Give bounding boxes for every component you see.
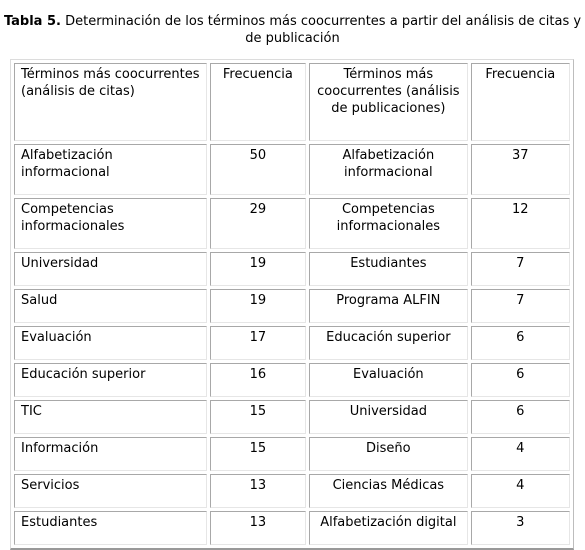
frequency-table-container bbox=[10, 59, 574, 550]
term-publications-cell: Educación superior bbox=[309, 326, 468, 360]
table-row bbox=[14, 198, 570, 249]
term-citations-cell: Universidad bbox=[14, 252, 207, 286]
frequency-publications-cell: 6 bbox=[471, 326, 570, 360]
term-publications-cell: Programa ALFIN bbox=[309, 289, 468, 323]
term-publications-cell: Estudiantes bbox=[309, 252, 468, 286]
term-citations-cell: Evaluación bbox=[14, 326, 207, 360]
term-publications-cell: Ciencias Médicas bbox=[309, 474, 468, 508]
table-header-row bbox=[14, 63, 570, 141]
frequency-citations-cell: 19 bbox=[210, 252, 306, 286]
frequency-citations-cell: 17 bbox=[210, 326, 306, 360]
frequency-citations-cell: 16 bbox=[210, 363, 306, 397]
term-citations-cell: Estudiantes bbox=[14, 511, 207, 545]
term-citations-cell: Competencias informacionales bbox=[14, 198, 207, 249]
table-row bbox=[14, 289, 570, 323]
term-publications-cell: Evaluación bbox=[309, 363, 468, 397]
term-publications-cell: Alfabetización digital bbox=[309, 511, 468, 545]
table-row bbox=[14, 474, 570, 508]
header-terms-publications: Términos más coocurrentes (análisis de publicaciones) bbox=[309, 63, 468, 141]
table-row bbox=[14, 363, 570, 397]
frequency-citations-cell: 15 bbox=[210, 400, 306, 434]
table-row bbox=[14, 252, 570, 286]
frequency-citations-cell: 19 bbox=[210, 289, 306, 323]
table-row bbox=[14, 437, 570, 471]
frequency-publications-cell: 7 bbox=[471, 289, 570, 323]
table-row bbox=[14, 144, 570, 195]
frequency-publications-cell: 12 bbox=[471, 198, 570, 249]
term-citations-cell: Educación superior bbox=[14, 363, 207, 397]
table-row bbox=[14, 326, 570, 360]
frequency-citations-cell: 50 bbox=[210, 144, 306, 195]
frequency-publications-cell: 7 bbox=[471, 252, 570, 286]
term-citations-cell: Servicios bbox=[14, 474, 207, 508]
term-publications-cell: Alfabetización informacional bbox=[309, 144, 468, 195]
term-citations-cell: Información bbox=[14, 437, 207, 471]
header-frequency-citations: Frecuencia bbox=[210, 63, 306, 141]
table-row bbox=[14, 511, 570, 545]
table-caption bbox=[0, 13, 585, 47]
frequency-citations-cell: 15 bbox=[210, 437, 306, 471]
table-caption-number: Tabla 5. bbox=[3, 14, 61, 29]
frequency-publications-cell: 4 bbox=[471, 437, 570, 471]
table-caption-text: Determinación de los términos más coocurrentes a partir del análisis de citas y de publicación bbox=[60, 14, 582, 46]
frequency-publications-cell: 6 bbox=[471, 363, 570, 397]
term-publications-cell: Universidad bbox=[309, 400, 468, 434]
term-citations-cell: TIC bbox=[14, 400, 207, 434]
frequency-citations-cell: 29 bbox=[210, 198, 306, 249]
frequency-publications-cell: 37 bbox=[471, 144, 570, 195]
header-terms-citations: Términos más coocurrentes (análisis de citas) bbox=[14, 63, 207, 141]
frequency-table bbox=[11, 60, 573, 548]
term-publications-cell: Competencias informacionales bbox=[309, 198, 468, 249]
frequency-publications-cell: 6 bbox=[471, 400, 570, 434]
frequency-citations-cell: 13 bbox=[210, 511, 306, 545]
term-citations-cell: Alfabetización informacional bbox=[14, 144, 207, 195]
frequency-publications-cell: 4 bbox=[471, 474, 570, 508]
term-publications-cell: Diseño bbox=[309, 437, 468, 471]
frequency-publications-cell: 3 bbox=[471, 511, 570, 545]
term-citations-cell: Salud bbox=[14, 289, 207, 323]
header-frequency-publications: Frecuencia bbox=[471, 63, 570, 141]
frequency-citations-cell: 13 bbox=[210, 474, 306, 508]
table-row bbox=[14, 400, 570, 434]
